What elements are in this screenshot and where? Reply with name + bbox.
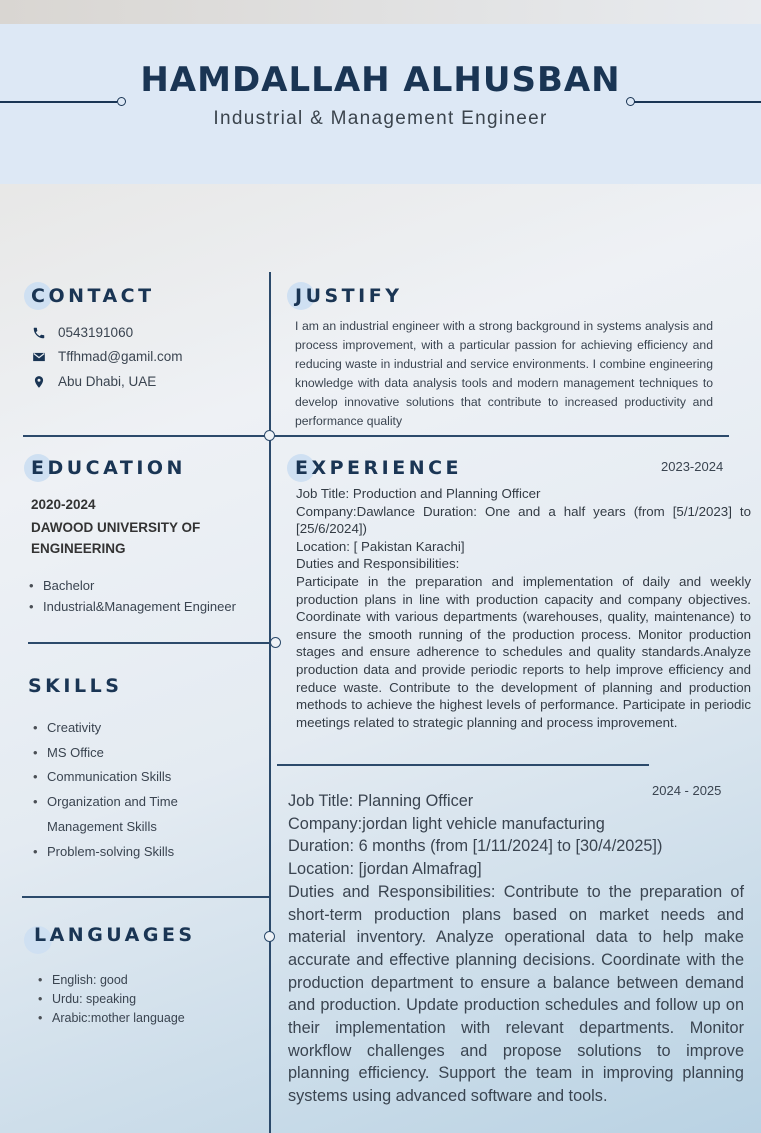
job-2-duration: Duration: 6 months (from [1/11/2024] to [30/4/2025])	[288, 837, 663, 856]
job-2-years: 2024 - 2025	[652, 783, 722, 798]
job-2-location: Location: [jordan Almafrag]	[288, 860, 482, 879]
job-2	[288, 790, 744, 1108]
email-icon	[32, 350, 46, 364]
divider-node-1	[264, 430, 275, 441]
divider-node-3	[264, 931, 275, 942]
education-list	[27, 575, 236, 617]
skills-list	[31, 716, 231, 864]
list-item: • Organization and Time Management Skills	[31, 790, 197, 839]
languages-list	[36, 971, 185, 1028]
list-item: • Industrial&Management Engineer	[27, 596, 236, 617]
vertical-divider	[269, 272, 271, 1133]
list-item: • Urdu: speaking	[36, 990, 185, 1009]
education-heading: EDUCATION	[31, 457, 186, 479]
job-1	[296, 485, 751, 731]
education-school: DAWOOD UNIVERSITY OF ENGINEERING	[31, 520, 201, 556]
email-text[interactable]: Tffhmad@gamil.com	[58, 349, 183, 364]
languages-heading: LANGUAGES	[34, 924, 196, 946]
top-strip	[0, 0, 761, 24]
list-item: • Arabic:mother language	[36, 1009, 185, 1028]
job-1-title: Job Title: Production and Planning Officer	[296, 486, 541, 501]
phone-icon	[32, 326, 46, 340]
contact-location	[32, 374, 156, 389]
justify-text: I am an industrial engineer with a strong background in systems analysis and process improvement, with a particular passion for achieving efficiency and reducing waste in industrial and service environments. I combine engineering knowledge with data analysis tools and modern management techniques to develop innovative solutions that contribute to increased productivity and performance quality	[295, 319, 713, 429]
list-item: • English: good	[36, 971, 185, 990]
divider-node-2	[270, 637, 281, 648]
list-item: • Bachelor	[27, 575, 236, 596]
job-2-company: Company:jordan light vehicle manufacturing	[288, 814, 605, 833]
education-years: 2020-2024	[31, 497, 96, 512]
skills-heading: SKILLS	[28, 675, 123, 697]
job-1-location: Location: [ Pakistan Karachi]	[296, 538, 465, 554]
job-1-company: Company:Dawlance Duration: One and a half years (from [5/1/2023] to [25/6/2024])	[296, 503, 751, 537]
contact-phone	[32, 325, 133, 340]
list-item: • MS Office	[31, 741, 231, 766]
job-2-title: Job Title: Planning Officer	[288, 792, 474, 810]
experience-heading: EXPERIENCE	[295, 457, 463, 479]
divider-contact	[23, 435, 729, 437]
divider-experience	[277, 764, 649, 766]
justify-heading: JUSTIFY	[295, 285, 403, 307]
header-band	[0, 24, 761, 184]
list-item: • Communication Skills	[31, 765, 231, 790]
header-line-left	[0, 101, 117, 103]
divider-skills	[22, 896, 270, 898]
job-1-years: 2023-2024	[661, 459, 724, 474]
divider-education	[28, 642, 270, 644]
list-item: • Creativity	[31, 716, 231, 741]
location-text: Abu Dhabi, UAE	[58, 374, 157, 389]
candidate-title: Industrial & Management Engineer	[213, 108, 548, 129]
phone-text[interactable]: 0543191060	[58, 325, 134, 340]
header-line-right	[634, 101, 761, 103]
job-1-duties-label: Duties and Responsibilities:	[296, 556, 460, 572]
candidate-name: HAMDALLAH ALHUSBAN	[140, 60, 621, 100]
location-pin-icon	[32, 375, 46, 389]
list-item: • Problem-solving Skills	[31, 840, 231, 865]
contact-heading: CONTACT	[31, 285, 155, 307]
contact-email	[32, 349, 183, 364]
job-2-duties: Duties and Responsibilities: Contribute to the preparation of short-term production plans based on market needs and material inventory. Analyze operational data to help make accurate and effective planning decisions. Coordinate with the production department to ensure a balance between demand and production. Update production schedules and follow up on their implementation with relevant departments. Monitor workflow challenges and propose solutions to improve planning efficiency. Support the team in improving planning systems using advanced software and tools.	[288, 882, 744, 1106]
job-1-duties: Participate in the preparation and implementation of daily and weekly production plans in line with production capacity and company objectives. Coordinate with various departments (warehouses, quality, maintenance) to ensure the smooth running of the production process. Monitor production stages and ensure adherence to schedules and quality standards.Analyze production data and provide periodic reports to help improve efficiency and reduce waste. Contribute to the development of planning and production methods to achieve the highest levels of performance. Participate in periodic meetings related to strategic planning and process improvement.	[296, 573, 751, 730]
